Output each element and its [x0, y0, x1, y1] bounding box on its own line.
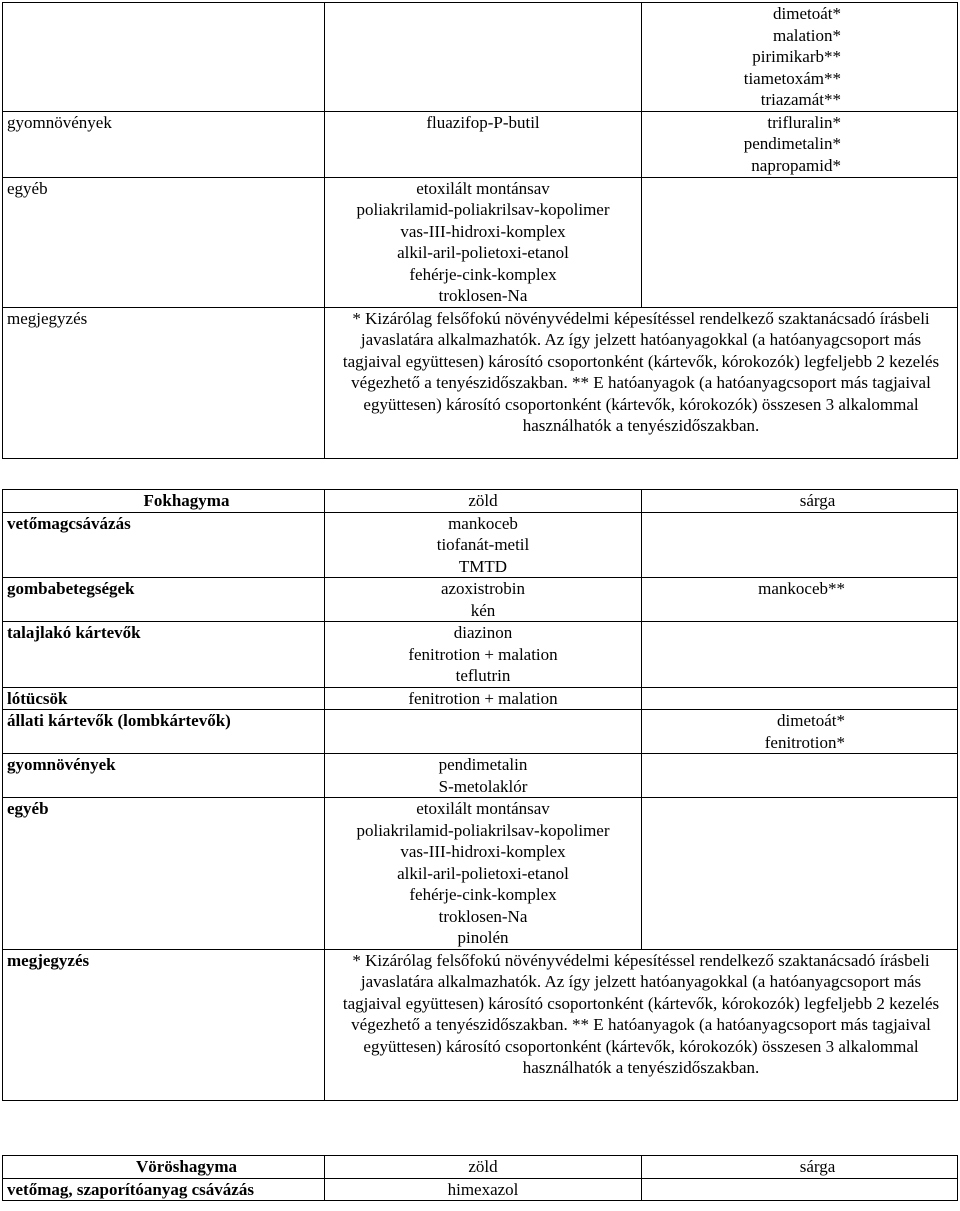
row-label: gombabetegségek [3, 578, 325, 622]
substance: troklosen-Na [438, 906, 528, 926]
row-label: gyomnövények [3, 111, 325, 177]
substance: alkil-aril-polietoxi-etanol [397, 243, 569, 262]
substance: fehérje-cink-komplex [409, 885, 557, 904]
table-row [3, 949, 958, 1100]
empty-cell [642, 512, 958, 578]
substance: fenitrotion + malation [408, 688, 558, 708]
substance: himexazol [447, 1179, 519, 1199]
table-header-row [3, 1156, 958, 1179]
substance: fenitrotion + malation [408, 644, 558, 664]
empty-cell [3, 3, 325, 112]
green-cell [325, 622, 642, 688]
yellow-cell [642, 578, 958, 622]
substance: alkil-aril-polietoxi-etanol [397, 863, 569, 883]
substance: pirimikarb** [752, 47, 841, 66]
table-continuation [2, 2, 958, 459]
yellow-cell [642, 111, 958, 177]
row-label: gyomnövények [3, 754, 325, 798]
empty-cell [642, 1178, 958, 1201]
substance: vas-III-hidroxi-komplex [400, 842, 566, 861]
empty-cell [325, 3, 642, 112]
table-row [3, 578, 958, 622]
row-label: lótücsök [3, 687, 325, 710]
green-cell [325, 798, 642, 950]
substance: poliakrilamid-poliakrilsav-kopolimer [356, 820, 610, 840]
table-row [3, 710, 958, 754]
substance: azoxistrobin [440, 579, 526, 598]
table-row [3, 754, 958, 798]
table-row [3, 177, 958, 307]
substance: diazinon [453, 623, 513, 642]
green-cell [325, 578, 642, 622]
empty-cell [642, 622, 958, 688]
substance: dimetoát* [777, 711, 845, 730]
row-label: állati kártevők (lombkártevők) [3, 710, 325, 754]
row-label: vetőmagcsávázás [3, 512, 325, 578]
green-header: zöld [325, 490, 642, 513]
crop-header: Vöröshagyma [3, 1156, 325, 1179]
empty-cell [642, 798, 958, 950]
yellow-header: sárga [642, 1156, 958, 1179]
substance: mankoceb [448, 513, 518, 533]
substance: mankoceb** [758, 579, 845, 598]
substance: pendimetalin* [743, 134, 841, 153]
substance: vas-III-hidroxi-komplex [400, 221, 566, 241]
substance: troklosen-Na [438, 286, 528, 305]
substance: kén [470, 600, 496, 620]
green-cell [325, 177, 642, 307]
substance: triazamát** [760, 90, 841, 109]
row-label: egyéb [3, 177, 325, 307]
table-row [3, 1178, 958, 1201]
empty-cell [325, 710, 642, 754]
row-label: megjegyzés [3, 307, 325, 458]
table-row [3, 111, 958, 177]
table-row [3, 798, 958, 950]
table-fokhagyma [2, 489, 958, 1101]
substance: poliakrilamid-poliakrilsav-kopolimer [356, 200, 610, 219]
row-label: megjegyzés [3, 949, 325, 1100]
substance: dimetoát* [773, 4, 841, 23]
substance: trifluralin* [767, 112, 841, 132]
green-cell: fluazifop-P-butil [325, 111, 642, 177]
note-text: * Kizárólag felsőfokú növényvédelmi képesítéssel rendelkező szaktanácsadó írásbeli javaslatára alkalmazhatók. Az így jelzett hatóanyagokkal (a hatóanyagcsoport más tagjaival együttesen) károsító csoportonként (kártevők, kórokozók) legfeljebb 2 kezelés végezhető a tenyészidőszakban. ** E hatóanyagok (a hatóanyagcsoport más tagjaival együttesen) károsító csoportonként (kártevők, kórokozók) összesen 3 alkalommal használhatók a tenyészidőszakban. [325, 949, 958, 1100]
table-voroshagyma [2, 1155, 958, 1201]
row-label: vetőmag, szaporítóanyag csávázás [3, 1178, 325, 1201]
substance: pinolén [457, 928, 509, 947]
substance: napropamid* [751, 155, 841, 175]
table-row [3, 3, 958, 112]
green-cell [325, 1178, 642, 1201]
substance: malation* [773, 25, 841, 45]
substance: pendimetalin [438, 755, 528, 774]
yellow-header: sárga [642, 490, 958, 513]
table-row [3, 622, 958, 688]
row-label: egyéb [3, 798, 325, 950]
note-text: * Kizárólag felsőfokú növényvédelmi képesítéssel rendelkező szaktanácsadó írásbeli javaslatára alkalmazhatók. Az így jelzett hatóanyagokkal (a hatóanyagcsoport más tagjaival együttesen) károsító csoportonként (kártevők, kórokozók) legfeljebb 2 kezelés végezhető a tenyészidőszakban. ** E hatóanyagok (a hatóanyagcsoport más tagjaival együttesen) károsító csoportonként (kártevők, kórokozók) összesen 3 alkalommal használhatók a tenyészidőszakban. [325, 307, 958, 458]
crop-header: Fokhagyma [3, 490, 325, 513]
substance: fehérje-cink-komplex [409, 264, 557, 284]
green-cell [325, 687, 642, 710]
row-label: talajlakó kártevők [3, 622, 325, 688]
substance: TMTD [458, 556, 508, 576]
table-row [3, 687, 958, 710]
table-header-row [3, 490, 958, 513]
yellow-cell [642, 710, 958, 754]
green-cell [325, 512, 642, 578]
yellow-cell [642, 3, 958, 112]
substance: tiametoxám** [743, 68, 841, 88]
table-row [3, 512, 958, 578]
empty-cell [642, 177, 958, 307]
empty-cell [642, 754, 958, 798]
substance: etoxilált montánsav [416, 178, 550, 198]
green-cell [325, 754, 642, 798]
substance: teflutrin [455, 666, 511, 685]
substance: tiofanát-metil [436, 535, 530, 554]
substance: etoxilált montánsav [416, 799, 550, 818]
substance: S-metolaklór [438, 776, 528, 796]
empty-cell [642, 687, 958, 710]
green-header: zöld [325, 1156, 642, 1179]
table-row [3, 307, 958, 458]
substance: fenitrotion* [764, 732, 845, 752]
